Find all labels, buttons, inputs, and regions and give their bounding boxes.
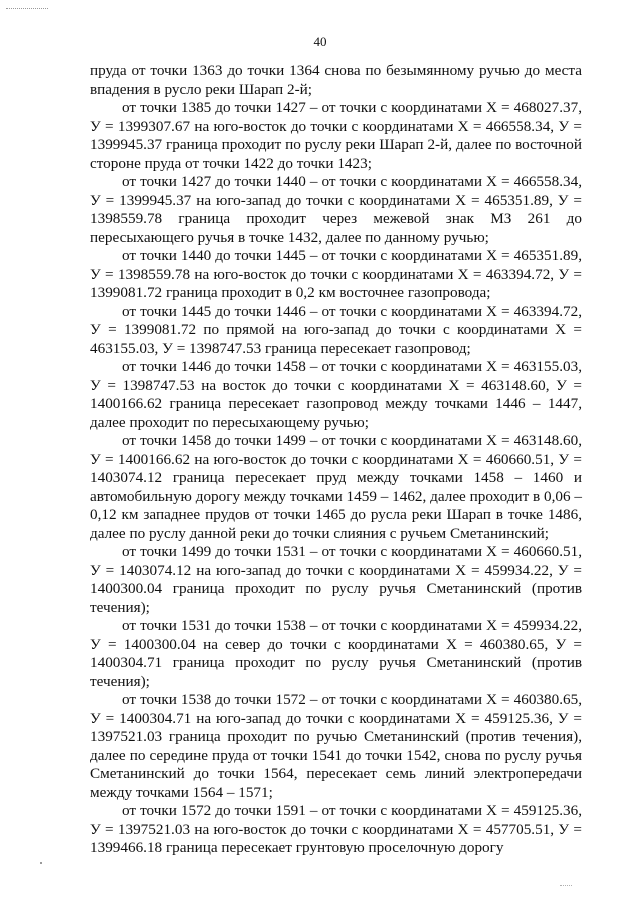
scan-artifact-bottom — [560, 885, 572, 886]
paragraph-segment-1385-1427: от точки 1385 до точки 1427 – от точки с координатами Х = 468027.37, У = 1399307.67 на юго-восток до точки с координатами Х = 466558.34, У = 1399945.37 граница проходит по руслу реки Шарап 2-й, далее по восточной стороне пруда от точки 1422 до точки 1423; — [90, 99, 582, 172]
paragraph-segment-1427-1440: от точки 1427 до точки 1440 – от точки с координатами Х = 466558.34, У = 1399945.37 на юго-запад до точки с координатами Х = 465351.89, У = 1398559.78 граница проходит через межевой знак МЗ 261 до пересыхающего ручья в точке 1432, далее по данному ручью; — [90, 173, 582, 246]
paragraph-segment-1499-1531: от точки 1499 до точки 1531 – от точки с координатами Х = 460660.51, У = 1403074.12 на юго-запад до точки с координатами Х = 459934.22, У = 1400300.04 граница проходит по руслу ручья Сметанинский (против течения); — [90, 543, 582, 616]
paragraph-segment-1572-1591: от точки 1572 до точки 1591 – от точки с координатами Х = 459125.36, У = 1397521.03 на юго-восток до точки с координатами Х = 457705.51, У = 1399466.18 граница пересекает грунтовую проселочную дорогу — [90, 802, 582, 856]
paragraph-segment-1440-1445: от точки 1440 до точки 1445 – от точки с координатами Х = 465351.89, У = 1398559.78 на юго-восток до точки с координатами Х = 463394.72, У = 1399081.72 граница проходит в 0,2 км восточнее газопровода; — [90, 247, 582, 301]
document-body — [90, 62, 582, 858]
paragraph-segment-1458-1499: от точки 1458 до точки 1499 – от точки с координатами Х = 463148.60, У = 1400166.62 на юго-восток до точки с координатами Х = 460660.51, У = 1403074.12 граница пересекает пруд между точками 1458 – 1460 и автомобильную дорогу между точками 1459 – 1462, далее проходит в 0,06 – 0,12 км западнее прудов от точки 1465 до русла реки Шарап в точке 1486, далее по руслу данной реки до точки слияния с ручьем Сметанинский; — [90, 432, 582, 542]
paragraph-continuation: пруда от точки 1363 до точки 1364 снова по безымянному ручью до места впадения в русло реки Шарап 2-й; — [90, 62, 582, 98]
paragraph-segment-1538-1572: от точки 1538 до точки 1572 – от точки с координатами Х = 460380.65, У = 1400304.71 на юго-запад до точки с координатами Х = 459125.36, У = 1397521.03 граница проходит по ручью Сметанинский (против течения), далее по середине пруда от точки 1541 до точки 1542, снова по руслу ручья Сметанинский до точки 1564, пересекает семь линий электропередачи между точками 1564 – 1571; — [90, 691, 582, 801]
paragraph-segment-1445-1446: от точки 1445 до точки 1446 – от точки с координатами Х = 463394.72, У = 1399081.72 по прямой на юго-запад до точки с координатами Х = 463155.03, У = 1398747.53 граница пересекает газопровод; — [90, 302, 582, 357]
scan-artifact-dot — [40, 862, 42, 864]
paragraph-segment-1446-1458: от точки 1446 до точки 1458 – от точки с координатами Х = 463155.03, У = 1398747.53 на восток до точки с координатами Х = 463148.60, У = 1400166.62 граница пересекает газопровод между точками 1446 – 1447, далее проходит по пересыхающему ручью; — [90, 358, 582, 431]
paragraph-segment-1531-1538: от точки 1531 до точки 1538 – от точки с координатами Х = 459934.22, У = 1400300.04 на север до точки с координатами Х = 460380.65, У = 1400304.71 граница проходит по руслу ручья Сметанинский (против течения); — [90, 617, 582, 690]
scan-artifact-top — [6, 8, 48, 9]
page-number: 40 — [313, 34, 327, 49]
